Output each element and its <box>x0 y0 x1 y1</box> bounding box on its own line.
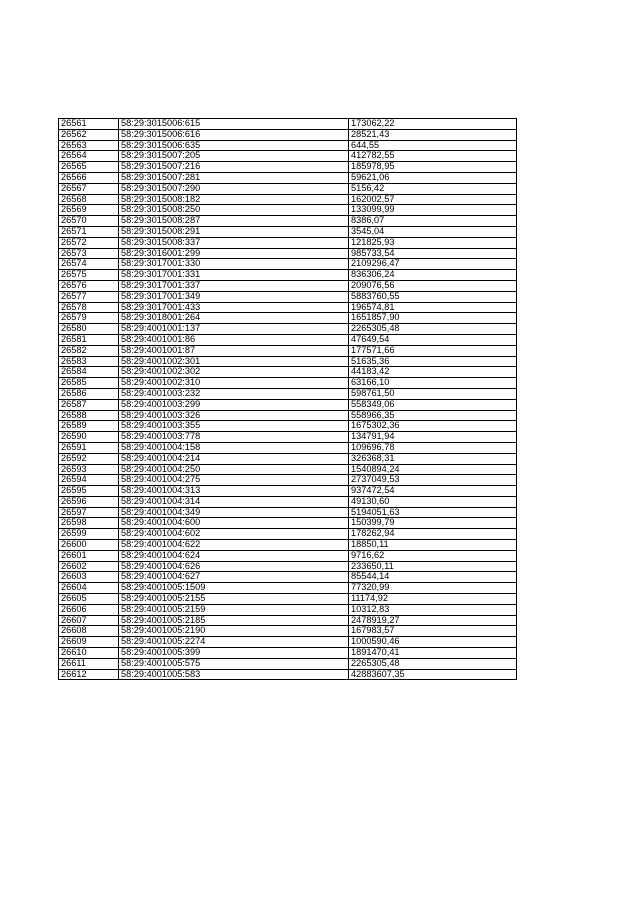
cadastral-number-cell: 58:29:4001004:622 <box>119 540 349 551</box>
table-row <box>59 259 517 270</box>
row-number-cell: 26561 <box>59 119 119 130</box>
table-row <box>59 291 517 302</box>
value-cell: 5883760,55 <box>349 291 517 302</box>
row-number-cell: 26576 <box>59 280 119 291</box>
row-number-cell: 26597 <box>59 507 119 518</box>
cadastral-number-cell: 58:29:4001005:2185 <box>119 615 349 626</box>
value-cell: 77320,99 <box>349 583 517 594</box>
value-cell: 598761,50 <box>349 388 517 399</box>
value-cell: 1000590,46 <box>349 637 517 648</box>
cadastral-number-cell: 58:29:3015007:216 <box>119 162 349 173</box>
cadastral-number-cell: 58:29:3017001:331 <box>119 270 349 281</box>
value-cell: 937472,54 <box>349 486 517 497</box>
table-row <box>59 356 517 367</box>
cadastral-number-cell: 58:29:4001005:583 <box>119 669 349 680</box>
cadastral-number-cell: 58:29:4001005:575 <box>119 658 349 669</box>
row-number-cell: 26584 <box>59 367 119 378</box>
table-row <box>59 140 517 151</box>
row-number-cell: 26591 <box>59 442 119 453</box>
value-cell: 985733,54 <box>349 248 517 259</box>
row-number-cell: 26569 <box>59 205 119 216</box>
cadastral-number-cell: 58:29:4001004:626 <box>119 561 349 572</box>
value-cell: 162002,57 <box>349 194 517 205</box>
cadastral-number-cell: 58:29:4001001:137 <box>119 324 349 335</box>
value-cell: 134791,94 <box>349 432 517 443</box>
table-row <box>59 561 517 572</box>
value-cell: 177571,66 <box>349 345 517 356</box>
table-row <box>59 464 517 475</box>
value-cell: 9716,62 <box>349 550 517 561</box>
row-number-cell: 26588 <box>59 410 119 421</box>
table-row <box>59 194 517 205</box>
table-row <box>59 486 517 497</box>
value-cell: 2265305,48 <box>349 658 517 669</box>
row-number-cell: 26609 <box>59 637 119 648</box>
table-row <box>59 550 517 561</box>
table-row <box>59 226 517 237</box>
cadastral-number-cell: 58:29:4001005:2159 <box>119 604 349 615</box>
value-cell: 121825,93 <box>349 237 517 248</box>
value-cell: 49130,60 <box>349 496 517 507</box>
cadastral-number-cell: 58:29:3015008:287 <box>119 216 349 227</box>
row-number-cell: 26577 <box>59 291 119 302</box>
row-number-cell: 26571 <box>59 226 119 237</box>
value-cell: 10312,83 <box>349 604 517 615</box>
value-cell: 1540894,24 <box>349 464 517 475</box>
cadastral-number-cell: 58:29:4001003:326 <box>119 410 349 421</box>
value-cell: 18850,11 <box>349 540 517 551</box>
row-number-cell: 26582 <box>59 345 119 356</box>
value-cell: 558349,06 <box>349 399 517 410</box>
cadastral-number-cell: 58:29:3015006:615 <box>119 119 349 130</box>
value-cell: 63166,10 <box>349 378 517 389</box>
cadastral-number-cell: 58:29:4001003:232 <box>119 388 349 399</box>
table-row <box>59 421 517 432</box>
table-row <box>59 658 517 669</box>
row-number-cell: 26592 <box>59 453 119 464</box>
cadastral-number-cell: 58:29:4001004:214 <box>119 453 349 464</box>
value-cell: 173062,22 <box>349 119 517 130</box>
table-row <box>59 604 517 615</box>
value-cell: 1891470,41 <box>349 648 517 659</box>
table-row <box>59 518 517 529</box>
cadastral-value-table <box>58 118 517 680</box>
row-number-cell: 26608 <box>59 626 119 637</box>
table-row <box>59 313 517 324</box>
row-number-cell: 26603 <box>59 572 119 583</box>
value-cell: 196574,81 <box>349 302 517 313</box>
row-number-cell: 26562 <box>59 129 119 140</box>
cadastral-number-cell: 58:29:4001005:1509 <box>119 583 349 594</box>
value-cell: 44183,42 <box>349 367 517 378</box>
table-row <box>59 540 517 551</box>
table-row <box>59 345 517 356</box>
cadastral-number-cell: 58:29:4001004:602 <box>119 529 349 540</box>
table-row <box>59 388 517 399</box>
cadastral-number-cell: 58:29:3017001:330 <box>119 259 349 270</box>
value-cell: 178262,94 <box>349 529 517 540</box>
cadastral-number-cell: 58:29:4001005:2274 <box>119 637 349 648</box>
value-cell: 85544,14 <box>349 572 517 583</box>
table-row <box>59 529 517 540</box>
table-row <box>59 324 517 335</box>
cadastral-number-cell: 58:29:4001003:355 <box>119 421 349 432</box>
row-number-cell: 26606 <box>59 604 119 615</box>
cadastral-number-cell: 58:29:3017001:349 <box>119 291 349 302</box>
row-number-cell: 26596 <box>59 496 119 507</box>
value-cell: 836306,24 <box>349 270 517 281</box>
table-row <box>59 151 517 162</box>
table-row <box>59 615 517 626</box>
row-number-cell: 26587 <box>59 399 119 410</box>
value-cell: 558966,35 <box>349 410 517 421</box>
cadastral-number-cell: 58:29:4001004:624 <box>119 550 349 561</box>
cadastral-number-cell: 58:29:3015007:290 <box>119 183 349 194</box>
row-number-cell: 26594 <box>59 475 119 486</box>
table-row <box>59 280 517 291</box>
cadastral-number-cell: 58:29:4001005:399 <box>119 648 349 659</box>
row-number-cell: 26610 <box>59 648 119 659</box>
cadastral-number-cell: 58:29:3015006:616 <box>119 129 349 140</box>
table-row <box>59 669 517 680</box>
value-cell: 59621,06 <box>349 172 517 183</box>
row-number-cell: 26563 <box>59 140 119 151</box>
value-cell: 3545,04 <box>349 226 517 237</box>
table-row <box>59 453 517 464</box>
row-number-cell: 26601 <box>59 550 119 561</box>
table-row <box>59 172 517 183</box>
table-row <box>59 205 517 216</box>
table-row <box>59 237 517 248</box>
row-number-cell: 26580 <box>59 324 119 335</box>
cadastral-number-cell: 58:29:4001004:250 <box>119 464 349 475</box>
row-number-cell: 26585 <box>59 378 119 389</box>
cadastral-number-cell: 58:29:4001002:302 <box>119 367 349 378</box>
row-number-cell: 26586 <box>59 388 119 399</box>
table-row <box>59 378 517 389</box>
cadastral-number-cell: 58:29:3015006:635 <box>119 140 349 151</box>
value-cell: 8386,07 <box>349 216 517 227</box>
table-row <box>59 334 517 345</box>
cadastral-number-cell: 58:29:3017001:337 <box>119 280 349 291</box>
table-row <box>59 648 517 659</box>
table-row <box>59 162 517 173</box>
cadastral-number-cell: 58:29:4001005:2190 <box>119 626 349 637</box>
row-number-cell: 26564 <box>59 151 119 162</box>
value-cell: 1675302,36 <box>349 421 517 432</box>
row-number-cell: 26574 <box>59 259 119 270</box>
table-row <box>59 507 517 518</box>
row-number-cell: 26581 <box>59 334 119 345</box>
value-cell: 1651857,90 <box>349 313 517 324</box>
value-cell: 233650,11 <box>349 561 517 572</box>
cadastral-number-cell: 58:29:3015008:291 <box>119 226 349 237</box>
cadastral-number-cell: 58:29:4001001:86 <box>119 334 349 345</box>
row-number-cell: 26605 <box>59 594 119 605</box>
cadastral-number-cell: 58:29:4001001:87 <box>119 345 349 356</box>
cadastral-number-cell: 58:29:4001004:627 <box>119 572 349 583</box>
value-cell: 412782,55 <box>349 151 517 162</box>
row-number-cell: 26573 <box>59 248 119 259</box>
row-number-cell: 26583 <box>59 356 119 367</box>
row-number-cell: 26593 <box>59 464 119 475</box>
cadastral-number-cell: 58:29:4001002:301 <box>119 356 349 367</box>
row-number-cell: 26589 <box>59 421 119 432</box>
row-number-cell: 26598 <box>59 518 119 529</box>
value-cell: 150399,79 <box>349 518 517 529</box>
value-cell: 42883607,35 <box>349 669 517 680</box>
cadastral-number-cell: 58:29:4001003:299 <box>119 399 349 410</box>
value-cell: 644,55 <box>349 140 517 151</box>
value-cell: 133099,99 <box>349 205 517 216</box>
value-cell: 167983,57 <box>349 626 517 637</box>
cadastral-number-cell: 58:29:3015007:205 <box>119 151 349 162</box>
value-cell: 209076,56 <box>349 280 517 291</box>
table-row <box>59 432 517 443</box>
cadastral-number-cell: 58:29:3017001:433 <box>119 302 349 313</box>
table-row <box>59 248 517 259</box>
value-cell: 47649,54 <box>349 334 517 345</box>
table-row <box>59 183 517 194</box>
row-number-cell: 26568 <box>59 194 119 205</box>
table-row <box>59 442 517 453</box>
cadastral-number-cell: 58:29:4001004:313 <box>119 486 349 497</box>
table-row <box>59 637 517 648</box>
table-row <box>59 270 517 281</box>
table-row <box>59 119 517 130</box>
row-number-cell: 26575 <box>59 270 119 281</box>
cadastral-number-cell: 58:29:4001005:2155 <box>119 594 349 605</box>
cadastral-number-cell: 58:29:3015008:337 <box>119 237 349 248</box>
value-cell: 326368,31 <box>349 453 517 464</box>
table-row <box>59 583 517 594</box>
cadastral-number-cell: 58:29:4001002:310 <box>119 378 349 389</box>
value-cell: 2265305,48 <box>349 324 517 335</box>
row-number-cell: 26604 <box>59 583 119 594</box>
value-cell: 11174,92 <box>349 594 517 605</box>
row-number-cell: 26579 <box>59 313 119 324</box>
table-row <box>59 399 517 410</box>
value-cell: 2737049,53 <box>349 475 517 486</box>
value-cell: 28521,43 <box>349 129 517 140</box>
table-row <box>59 594 517 605</box>
row-number-cell: 26595 <box>59 486 119 497</box>
cadastral-number-cell: 58:29:4001004:275 <box>119 475 349 486</box>
table-row <box>59 367 517 378</box>
value-cell: 109696,78 <box>349 442 517 453</box>
table-row <box>59 129 517 140</box>
table-row <box>59 626 517 637</box>
value-cell: 2478919,27 <box>349 615 517 626</box>
cadastral-number-cell: 58:29:3015008:182 <box>119 194 349 205</box>
cadastral-number-cell: 58:29:3016001:299 <box>119 248 349 259</box>
table-row <box>59 302 517 313</box>
cadastral-number-cell: 58:29:3015008:250 <box>119 205 349 216</box>
table-row <box>59 496 517 507</box>
table-body <box>59 119 517 680</box>
cadastral-number-cell: 58:29:4001004:349 <box>119 507 349 518</box>
cadastral-number-cell: 58:29:3018001:264 <box>119 313 349 324</box>
cadastral-number-cell: 58:29:4001004:314 <box>119 496 349 507</box>
row-number-cell: 26565 <box>59 162 119 173</box>
table-row <box>59 216 517 227</box>
cadastral-number-cell: 58:29:3015007:281 <box>119 172 349 183</box>
row-number-cell: 26599 <box>59 529 119 540</box>
cadastral-number-cell: 58:29:4001003:778 <box>119 432 349 443</box>
row-number-cell: 26570 <box>59 216 119 227</box>
row-number-cell: 26567 <box>59 183 119 194</box>
cadastral-number-cell: 58:29:4001004:600 <box>119 518 349 529</box>
row-number-cell: 26578 <box>59 302 119 313</box>
row-number-cell: 26572 <box>59 237 119 248</box>
row-number-cell: 26612 <box>59 669 119 680</box>
value-cell: 2109296,47 <box>349 259 517 270</box>
row-number-cell: 26607 <box>59 615 119 626</box>
row-number-cell: 26602 <box>59 561 119 572</box>
table-row <box>59 410 517 421</box>
value-cell: 185978,95 <box>349 162 517 173</box>
cadastral-number-cell: 58:29:4001004:158 <box>119 442 349 453</box>
value-cell: 5156,42 <box>349 183 517 194</box>
table-row <box>59 475 517 486</box>
row-number-cell: 26600 <box>59 540 119 551</box>
row-number-cell: 26566 <box>59 172 119 183</box>
row-number-cell: 26611 <box>59 658 119 669</box>
row-number-cell: 26590 <box>59 432 119 443</box>
value-cell: 5194051,63 <box>349 507 517 518</box>
value-cell: 51635,36 <box>349 356 517 367</box>
table-row <box>59 572 517 583</box>
